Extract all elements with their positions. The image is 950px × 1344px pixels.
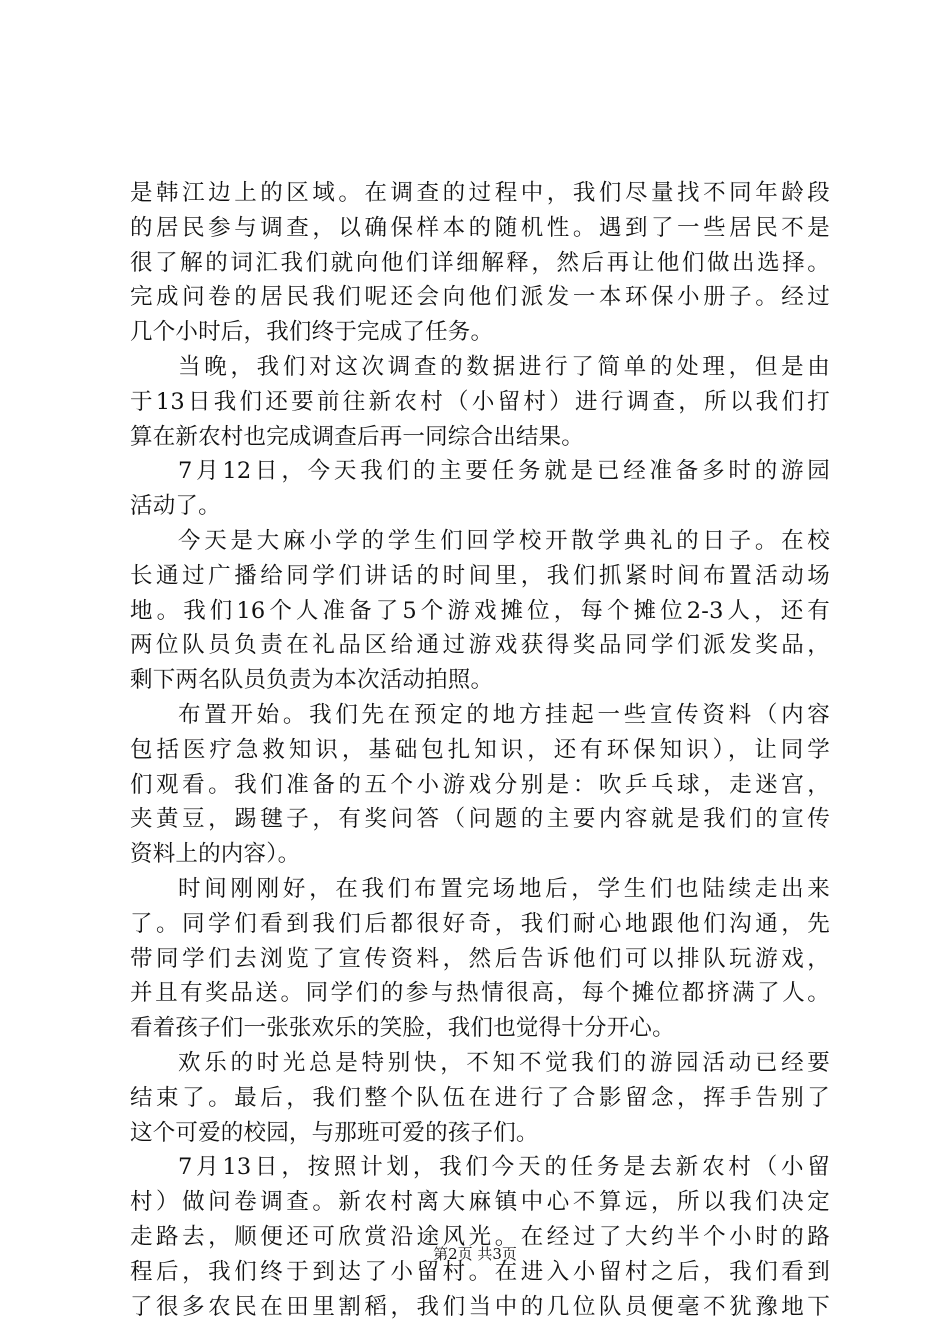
text-line: 活动了。 [130, 493, 221, 520]
text-line: 7月13日，按照计划，我们今天的任务是去新农村（小留 [178, 1154, 830, 1181]
text-line: 几个小时后，我们终于完成了任务。 [130, 319, 494, 346]
text-line: 们观看。我们准备的五个小游戏分别是：吹乒乓球，走迷宫， [130, 771, 830, 798]
text-line: 完成问卷的居民我们呢还会向他们派发一本环保小册子。经过 [130, 284, 830, 311]
text-line: 程后，我们终于到达了小留村。在进入小留村之后，我们看到 [130, 1258, 830, 1285]
text-line: 地。我们16个人准备了5个游戏摊位，每个摊位2-3人，还有 [130, 597, 830, 624]
text-line: 村）做问卷调查。新农村离大麻镇中心不算远，所以我们决定 [130, 1189, 830, 1216]
text-line: 资料上的内容）。 [130, 841, 301, 868]
text-line: 欢乐的时光总是特别快，不知不觉我们的游园活动已经要 [178, 1049, 830, 1076]
text-line: 剩下两名队员负责为本次活动拍照。 [130, 667, 494, 694]
text-line: 7月12日，今天我们的主要任务就是已经准备多时的游园 [178, 458, 830, 485]
text-line: 了很多农民在田里割稻，我们当中的几位队员便毫不犹豫地下 [130, 1293, 830, 1320]
text-line: 时间刚刚好，在我们布置完场地后，学生们也陆续走出来 [178, 875, 830, 902]
text-line: 走路去，顺便还可欣赏沿途风光。在经过了大约半个小时的路 [130, 1223, 830, 1250]
text-line: 看着孩子们一张张欢乐的笑脸，我们也觉得十分开心。 [130, 1015, 675, 1042]
text-line: 带同学们去浏览了宣传资料，然后告诉他们可以排队玩游戏， [130, 945, 830, 972]
text-line: 了。同学们看到我们后都很好奇，我们耐心地跟他们沟通，先 [130, 910, 830, 937]
text-line: 当晚，我们对这次调查的数据进行了简单的处理，但是由 [178, 353, 830, 380]
text-line: 布置开始。我们先在预定的地方挂起一些宣传资料（内容 [178, 701, 830, 728]
page-number-footer: 第2页 共3页 [433, 1245, 517, 1263]
document-body [130, 176, 830, 1324]
text-line: 今天是大麻小学的学生们回学校开散学典礼的日子。在校 [178, 527, 830, 554]
text-line: 这个可爱的校园，与那班可爱的孩子们。 [130, 1119, 539, 1146]
text-line: 算在新农村也完成调查后再一同综合出结果。 [130, 423, 585, 450]
text-line: 长通过广播给同学们讲话的时间里，我们抓紧时间布置活动场 [130, 562, 830, 589]
text-line: 两位队员负责在礼品区给通过游戏获得奖品同学们派发奖品， [130, 632, 830, 659]
text-line: 的居民参与调查，以确保样本的随机性。遇到了一些居民不是 [130, 214, 830, 241]
text-line: 夹黄豆，踢毽子，有奖问答（问题的主要内容就是我们的宣传 [130, 806, 830, 833]
text-line: 于13日我们还要前往新农村（小留村）进行调查，所以我们打 [130, 388, 830, 415]
text-line: 是韩江边上的区域。在调查的过程中，我们尽量找不同年龄段 [130, 180, 830, 206]
text-line: 结束了。最后，我们整个队伍在进行了合影留念，挥手告别了 [130, 1084, 830, 1111]
text-line: 很了解的词汇我们就向他们详细解释，然后再让他们做出选择。 [130, 249, 830, 276]
text-line: 包括医疗急救知识，基础包扎知识，还有环保知识），让同学 [130, 736, 830, 763]
text-line: 并且有奖品送。同学们的参与热情很高，每个摊位都挤满了人。 [130, 980, 830, 1007]
